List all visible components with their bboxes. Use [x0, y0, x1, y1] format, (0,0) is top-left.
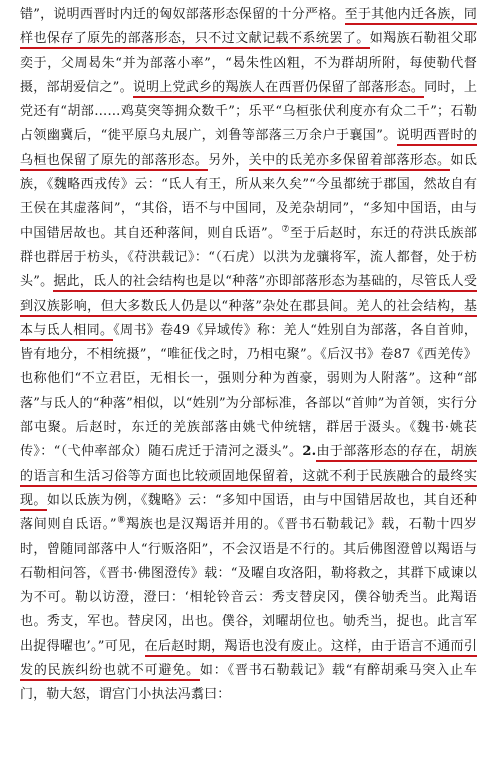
highlighted-text: 由于部落形态的存在，胡族的语言和生活习俗等方面也比较顽固地保留着，这就不利于民族融合的最终实现。	[20, 444, 477, 511]
highlighted-text: 说明上党武乡的羯族人在西晋仍保留了部落形态。	[133, 80, 424, 98]
highlighted-text: 羌人的社会结构，基本与氐人相同。	[20, 299, 477, 341]
text-segment: 羯族也是汉羯语并用的。《晋书石勒载记》载，石勒十四岁时，曾随同部落中人“行贩洛阳”，不会汉语是不行的。其后佛图澄曾以羯语与石勒相问答，《晋书·佛图澄传》载：“及曜自攻洛阳，勒将救之，其群下咸谏以为不可。勒以访澄，澄曰：‘相轮铃音云：秀支替戾冈，僕谷劬秃当。此羯语也。秀支，军也。替戾冈，出也。僕谷，刘曜胡位也。劬秃当，捉也。此言军出捉得曜也’。”可见，	[20, 517, 478, 654]
footnote-marker: ⑧	[116, 515, 127, 526]
text-segment: 另外，	[208, 152, 249, 168]
document-body	[20, 3, 477, 708]
text-segment: 至于后赵时，东迁的苻洪氐族部群也群居于枋头，《苻洪载记》：“（石虎）以洪为龙骧将军，流人都督，处于枋头”。	[20, 225, 478, 290]
text-segment: 如以氐族为例，《魏略》云：“多知中国语，由与中国错居故也，其自还种落间则自氐语。”	[20, 492, 477, 533]
highlighted-text: 关中的氐羌亦多保留着部落形态。	[249, 153, 451, 171]
highlighted-text: 在后赵时期，羯语也没有废止。这样，由于语言不通而引发的民族纠纷也就不可避免。	[20, 639, 477, 681]
text-segment: 《周书》卷49《异域传》称：羌人“姓别自为部落，各自首帅，皆有地分，不相统摄”，“唯征伐之时，乃相屯聚”。《后汉书》卷87《西羌传》也称他们“不立君臣，无相长一，强则分种为酋豪，弱则为人附落”。这种“部落”与氐人的“种落”相似，以“姓别”为分部标准，各部以“首帅”为首领，实行分部屯聚。后赵时，东迁的羌族部落由姚弋仲统辖，群居于滠头。《魏书·姚苌传》：“（弋仲率部众）随石虎迁于清河之滠头”。	[20, 322, 477, 460]
highlighted-text: 据此，氐人的社会结构也是以“种落”亦即部落形态为基础的，尽管氐人受到汉族影响，但大多数氐人仍是以“种落”杂处在郡县间。	[20, 274, 477, 316]
highlighted-text: 至于其他内迁各族，同样也保存了原先的部落形态，只不过文献记载不系统罢了。	[20, 7, 477, 49]
footnote-marker: ⑦	[281, 224, 290, 235]
text-segment: 如氐族，《魏略西戎传》云：“氐人有王，所从来久矣”“今虽都统于郡国，然故自有王侯在其虚落间”，“其俗，语不与中国同，及羌杂胡同”，“多知中国语，由与中国错居故也。其自还种落间，则自氐语”。	[20, 152, 477, 241]
section-number: 2.	[302, 444, 317, 460]
text-segment: 如：《晋书石勒载记》载“有醉胡乘马突入止车门，勒大怒，谓宫门小执法冯翥曰：	[20, 663, 478, 703]
text-segment: 错”，说明西晋时内迁的匈奴部落形态保留的十分严格。	[20, 7, 345, 22]
text-segment: 如羯族石勒祖父耶奕于，父周曷朱“并为部落小率”，“曷朱性凶粗，不为群胡所附，每使勒代督摄，部胡爱信之”。	[20, 31, 478, 95]
highlighted-text: 说明西晋时的乌桓也保留了原先的部落形态。	[20, 128, 477, 170]
text-segment: 同时，上党还有“胡部……鸡莫突等拥众数千”；乐平“乌桓张伏利度亦有众二千”；石勒占领幽冀后，“徙平原乌丸展广，刘鲁等部落三万余户于襄国”。	[20, 79, 477, 144]
